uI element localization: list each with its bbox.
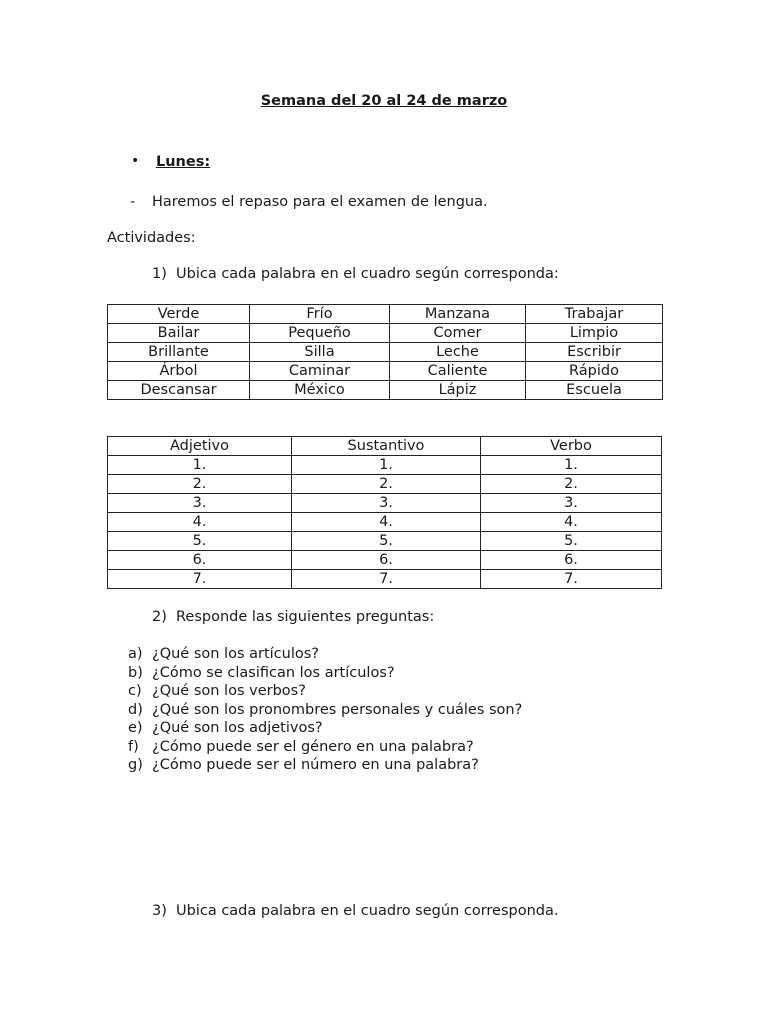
- word-cell: Leche: [390, 343, 526, 362]
- question-text: ¿Qué son los verbos?: [152, 683, 306, 699]
- category-table: [107, 436, 662, 589]
- activity-1-text: Ubica cada palabra en el cuadro según corresponda:: [176, 266, 559, 282]
- category-table-row: [108, 570, 662, 589]
- word-table-row: [108, 324, 663, 343]
- word-cell: México: [250, 381, 390, 400]
- activities-label: Actividades:: [107, 230, 196, 246]
- word-cell: Escuela: [526, 381, 663, 400]
- question-text: ¿Qué son los adjetivos?: [152, 720, 323, 736]
- answer-cell: 1.: [481, 456, 662, 475]
- bullet-icon: •: [131, 153, 140, 169]
- question-text: ¿Qué son los artículos?: [152, 646, 319, 662]
- word-cell: Árbol: [108, 362, 250, 381]
- question-letter: d): [128, 701, 143, 718]
- answer-cell: 1.: [108, 456, 292, 475]
- activity-3-instruction: [152, 903, 559, 919]
- word-cell: Comer: [390, 324, 526, 343]
- category-header: Adjetivo: [108, 437, 292, 456]
- answer-cell: 4.: [108, 513, 292, 532]
- category-table-row: [108, 475, 662, 494]
- word-table-row: [108, 362, 663, 381]
- word-cell: Limpio: [526, 324, 663, 343]
- answer-cell: 7.: [108, 570, 292, 589]
- category-table-row: [108, 494, 662, 513]
- answer-cell: 4.: [292, 513, 481, 532]
- answer-cell: 6.: [108, 551, 292, 570]
- question-letter: c): [128, 683, 142, 699]
- question-item: [128, 645, 522, 664]
- activity-3-text: Ubica cada palabra en el cuadro según corresponda.: [176, 903, 559, 919]
- activity-2-text: Responde las siguientes preguntas:: [176, 609, 435, 625]
- answer-cell: 2.: [481, 475, 662, 494]
- answer-cell: 4.: [481, 513, 662, 532]
- answer-cell: 5.: [292, 532, 481, 551]
- activity-1-instruction: [152, 266, 559, 282]
- category-header-row: [108, 437, 662, 456]
- word-cell: Brillante: [108, 343, 250, 362]
- answer-cell: 2.: [108, 475, 292, 494]
- review-note: Haremos el repaso para el examen de lengua.: [152, 194, 488, 210]
- word-table: [107, 304, 663, 400]
- word-cell: Frío: [250, 305, 390, 324]
- question-letter: e): [128, 720, 143, 736]
- question-letter: f): [128, 738, 139, 755]
- answer-cell: 3.: [292, 494, 481, 513]
- word-cell: Rápido: [526, 362, 663, 381]
- word-cell: Silla: [250, 343, 390, 362]
- word-cell: Lápiz: [390, 381, 526, 400]
- question-text: ¿Cómo se clasifican los artículos?: [152, 664, 395, 681]
- word-cell: Caliente: [390, 362, 526, 381]
- activity-2-number: 2): [152, 609, 167, 625]
- question-item: [128, 701, 522, 720]
- word-cell: Caminar: [250, 362, 390, 381]
- page-title: Semana del 20 al 24 de marzo: [260, 93, 508, 109]
- question-item: [128, 719, 522, 738]
- question-letter: a): [128, 646, 143, 662]
- word-cell: Bailar: [108, 324, 250, 343]
- answer-cell: 5.: [481, 532, 662, 551]
- question-item: [128, 738, 522, 757]
- word-cell: Manzana: [390, 305, 526, 324]
- activity-1-number: 1): [152, 266, 167, 282]
- question-text: ¿Cómo puede ser el género en una palabra?: [152, 738, 474, 755]
- dash-marker: -: [130, 194, 136, 210]
- question-text: ¿Qué son los pronombres personales y cuáles son?: [152, 701, 523, 718]
- answer-cell: 1.: [292, 456, 481, 475]
- answer-cell: 3.: [481, 494, 662, 513]
- question-item: [128, 756, 522, 775]
- question-item: [128, 664, 522, 683]
- question-text: ¿Cómo puede ser el número en una palabra?: [152, 757, 479, 773]
- question-item: [128, 682, 522, 701]
- activity-3-number: 3): [152, 903, 167, 919]
- question-list: [128, 645, 522, 775]
- category-table-row: [108, 532, 662, 551]
- question-letter: g): [128, 757, 143, 773]
- answer-cell: 7.: [292, 570, 481, 589]
- word-table-row: [108, 381, 663, 400]
- word-cell: Descansar: [108, 381, 250, 400]
- question-letter: b): [128, 664, 143, 681]
- category-header: Sustantivo: [292, 437, 481, 456]
- word-cell: Verde: [108, 305, 250, 324]
- day-heading: Lunes:: [156, 154, 211, 170]
- word-table-row: [108, 343, 663, 362]
- category-table-row: [108, 456, 662, 475]
- answer-cell: 5.: [108, 532, 292, 551]
- category-header: Verbo: [481, 437, 662, 456]
- answer-cell: 6.: [481, 551, 662, 570]
- answer-cell: 2.: [292, 475, 481, 494]
- activity-2-instruction: [152, 609, 434, 625]
- word-cell: Trabajar: [526, 305, 663, 324]
- category-table-row: [108, 551, 662, 570]
- answer-cell: 6.: [292, 551, 481, 570]
- word-cell: Escribir: [526, 343, 663, 362]
- answer-cell: 3.: [108, 494, 292, 513]
- word-table-row: [108, 305, 663, 324]
- category-table-row: [108, 513, 662, 532]
- word-cell: Pequeño: [250, 324, 390, 343]
- answer-cell: 7.: [481, 570, 662, 589]
